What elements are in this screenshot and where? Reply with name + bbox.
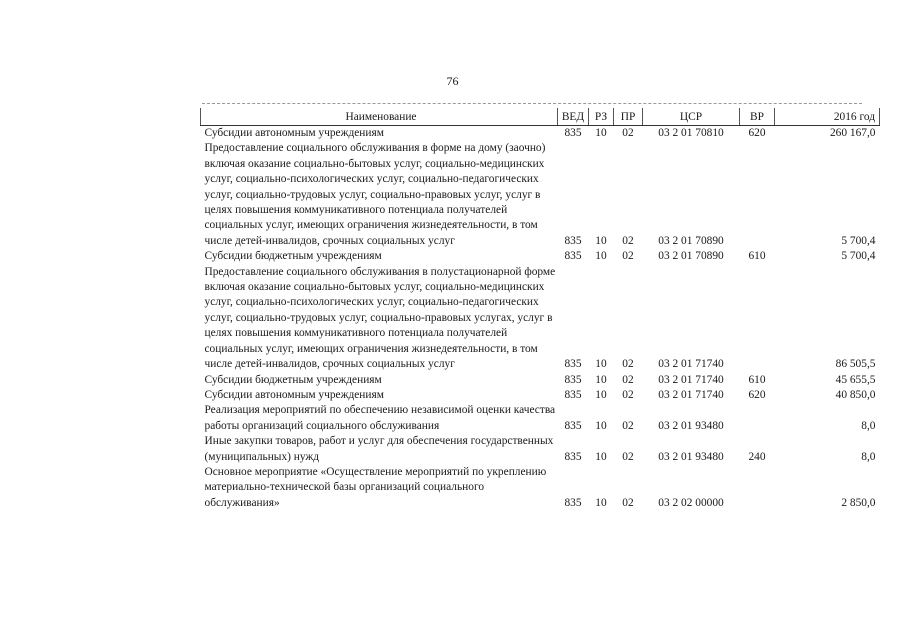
table-header-row: [201, 108, 880, 126]
row-rz: 10: [595, 388, 607, 401]
row-sum: 8,0: [861, 419, 876, 432]
row-name: Реализация мероприятий по обеспечению независимой оценки качества работы организаций социального обслуживания: [204, 404, 556, 432]
header-pr: ПР: [614, 108, 643, 126]
table-row: [201, 388, 880, 403]
row-sum: 2 850,0: [841, 496, 876, 509]
row-ved: 835: [564, 419, 582, 432]
row-csr: 03 2 02 00000: [658, 496, 724, 509]
row-sum: 86 505,5: [835, 358, 876, 371]
row-pr: 02: [622, 358, 634, 371]
row-sum: 5 700,4: [841, 234, 876, 247]
row-vr: 620: [748, 127, 766, 139]
row-name: Иные закупки товаров, работ и услуг для обеспечения государственных (муниципальных) нужд: [204, 435, 554, 463]
header-ved: ВЕД: [558, 108, 589, 126]
row-pr: 02: [622, 127, 634, 139]
row-vr: [740, 141, 775, 249]
table-row: [201, 249, 880, 264]
table-row: [201, 465, 880, 511]
row-rz: 10: [595, 373, 607, 386]
row-rz: 10: [595, 496, 607, 509]
row-name: Субсидии бюджетным учреждениям: [204, 373, 382, 386]
row-vr: [740, 403, 775, 434]
row-csr: 03 2 01 70890: [658, 234, 724, 247]
row-pr: 02: [622, 419, 634, 432]
row-pr: 02: [622, 250, 634, 263]
row-sum: 45 655,5: [835, 373, 876, 386]
row-csr: 03 2 01 93480: [658, 419, 724, 432]
row-ved: 835: [564, 388, 582, 401]
row-name: Предоставление социального обслуживания в полустационарной форме включая оказание социально-бытовых услуг, социально-медицинских услуг, социально-психологических услуг, социально-педагогических услуг, социально-трудовых услуг, социально-правовых услугах, услуг в целях повышения коммуникативного потенциала получателей социальных услуг, имеющих ограничения жизнедеятельности, в том числе детей-инвалидов, срочных социальных услуг: [204, 265, 556, 371]
row-csr: 03 2 01 70890: [658, 250, 724, 263]
row-name: Предоставление социального обслуживания в форме на дому (заочно) включая оказание социально-бытовых услуг, социально-медицинских услуг, социально-психологических услуг, социально-педагогических услуг, социально-трудовых услуг, социально-правовых услуг, услуг в целях повышения коммуникативного потенциала получателей социальных услуг, имеющих ограничения жизнедеятельности, в том числе детей-инвалидов, срочных социальных услуг: [204, 142, 546, 247]
row-vr: 610: [748, 250, 766, 263]
row-vr: 240: [748, 450, 766, 463]
row-sum: 8,0: [861, 450, 876, 463]
row-pr: 02: [622, 450, 634, 463]
row-ved: 835: [564, 358, 582, 371]
table-row: [201, 373, 880, 388]
row-name: Субсидии автономным учреждениям: [204, 388, 384, 401]
row-vr: 620: [748, 388, 766, 401]
row-pr: 02: [622, 496, 634, 509]
row-pr: 02: [622, 373, 634, 386]
table-row: [201, 126, 880, 142]
header-vr: ВР: [740, 108, 775, 126]
row-csr: 03 2 01 71740: [658, 358, 724, 371]
row-vr: 610: [748, 373, 766, 386]
row-rz: 10: [595, 419, 607, 432]
row-rz: 10: [595, 127, 607, 139]
table-row: [201, 434, 880, 465]
row-name: Субсидии автономным учреждениям: [204, 127, 384, 139]
header-rz: РЗ: [589, 108, 614, 126]
row-rz: 10: [595, 250, 607, 263]
row-csr: 03 2 01 71740: [658, 373, 724, 386]
header-csr: ЦСР: [643, 108, 740, 126]
row-rz: 10: [595, 234, 607, 247]
header-sum: 2016 год: [775, 108, 880, 126]
row-sum: 5 700,4: [841, 250, 876, 263]
row-ved: 835: [564, 373, 582, 386]
table-row: [201, 265, 880, 373]
row-csr: 03 2 01 70810: [658, 127, 724, 139]
table-row: [201, 403, 880, 434]
top-rule: [202, 103, 862, 104]
row-vr: [740, 265, 775, 373]
row-csr: 03 2 01 93480: [658, 450, 724, 463]
row-name: Основное мероприятие «Осуществление мероприятий по укреплению материально-технической базы организаций социального обслуживания»: [204, 465, 547, 509]
row-ved: 835: [564, 496, 582, 509]
row-rz: 10: [595, 358, 607, 371]
budget-table: [200, 108, 880, 511]
row-pr: 02: [622, 234, 634, 247]
row-rz: 10: [595, 450, 607, 463]
table-row: [201, 141, 880, 249]
row-pr: 02: [622, 388, 634, 401]
row-name: Субсидии бюджетным учреждениям: [204, 250, 382, 263]
row-ved: 835: [564, 127, 582, 139]
row-sum: 260 167,0: [829, 127, 876, 139]
row-vr: [740, 465, 775, 511]
row-ved: 835: [564, 250, 582, 263]
row-ved: 835: [564, 234, 582, 247]
row-sum: 40 850,0: [835, 388, 876, 401]
row-csr: 03 2 01 71740: [658, 388, 724, 401]
page-number: 76: [446, 74, 459, 88]
header-name: Наименование: [201, 108, 558, 126]
row-ved: 835: [564, 450, 582, 463]
